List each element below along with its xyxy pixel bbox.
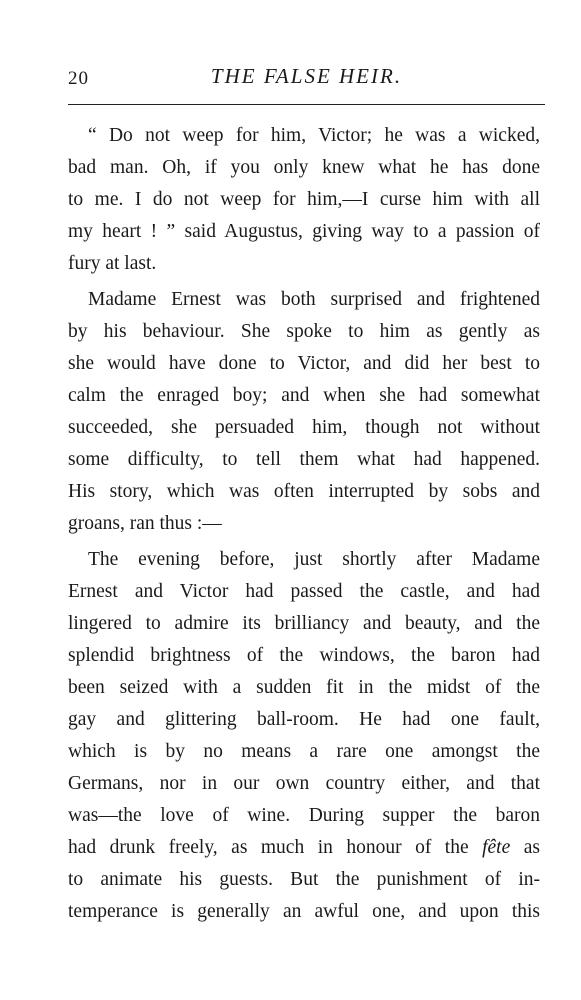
text-line: to me. I do not weep for him,—I curse him with all [68, 189, 540, 210]
text-line: Germans, nor in our own country either, and that [68, 773, 540, 794]
text-line: temperance is generally an awful one, and upon this [68, 901, 540, 922]
paragraph-2 [68, 284, 540, 540]
text-line-with-italic [68, 832, 540, 864]
italic-word: fête [482, 837, 511, 858]
text-segment: had drunk freely, as much in honour of the [68, 837, 469, 858]
text-line: “ Do not weep for him, Victor; he was a wicked, [88, 125, 540, 146]
text-line: splendid brightness of the windows, the baron had [68, 645, 540, 666]
text-line: my heart ! ” said Augustus, giving way to a passion of [68, 221, 540, 242]
text-line: The evening before, just shortly after Madame [88, 549, 540, 570]
header-rule [68, 104, 545, 105]
text-line: calm the enraged boy; and when she had somewhat [68, 385, 540, 406]
text-line: groans, ran thus :— [68, 513, 222, 534]
running-title: THE FALSE HEIR. [210, 64, 403, 88]
text-line: His story, which was often interrupted by sobs and [68, 481, 540, 502]
body-text [68, 120, 540, 928]
text-line: she would have done to Victor, and did her best to [68, 353, 540, 374]
text-line: Ernest and Victor had passed the castle, and had [68, 581, 540, 602]
text-segment: as [523, 837, 540, 858]
text-line: Madame Ernest was both surprised and frightened [88, 289, 540, 310]
text-line: some difficulty, to tell them what had happened. [68, 449, 540, 470]
text-line: bad man. Oh, if you only knew what he has done [68, 157, 540, 178]
text-line: fury at last. [68, 253, 157, 274]
text-line: gay and glittering ball-room. He had one fault, [68, 709, 540, 730]
page-number: 20 [68, 68, 89, 89]
text-line: been seized with a sudden fit in the midst of the [68, 677, 540, 698]
text-line: was—the love of wine. During supper the baron [68, 805, 540, 826]
page-header [68, 64, 545, 94]
text-line: succeeded, she persuaded him, though not without [68, 417, 540, 438]
text-line: to animate his guests. But the punishment of in- [68, 869, 540, 890]
paragraph-1 [68, 120, 540, 280]
text-line: by his behaviour. She spoke to him as gently as [68, 321, 540, 342]
text-line: which is by no means a rare one amongst the [68, 741, 540, 762]
text-line: lingered to admire its brilliancy and beauty, and the [68, 613, 540, 634]
paragraph-3 [68, 544, 540, 928]
